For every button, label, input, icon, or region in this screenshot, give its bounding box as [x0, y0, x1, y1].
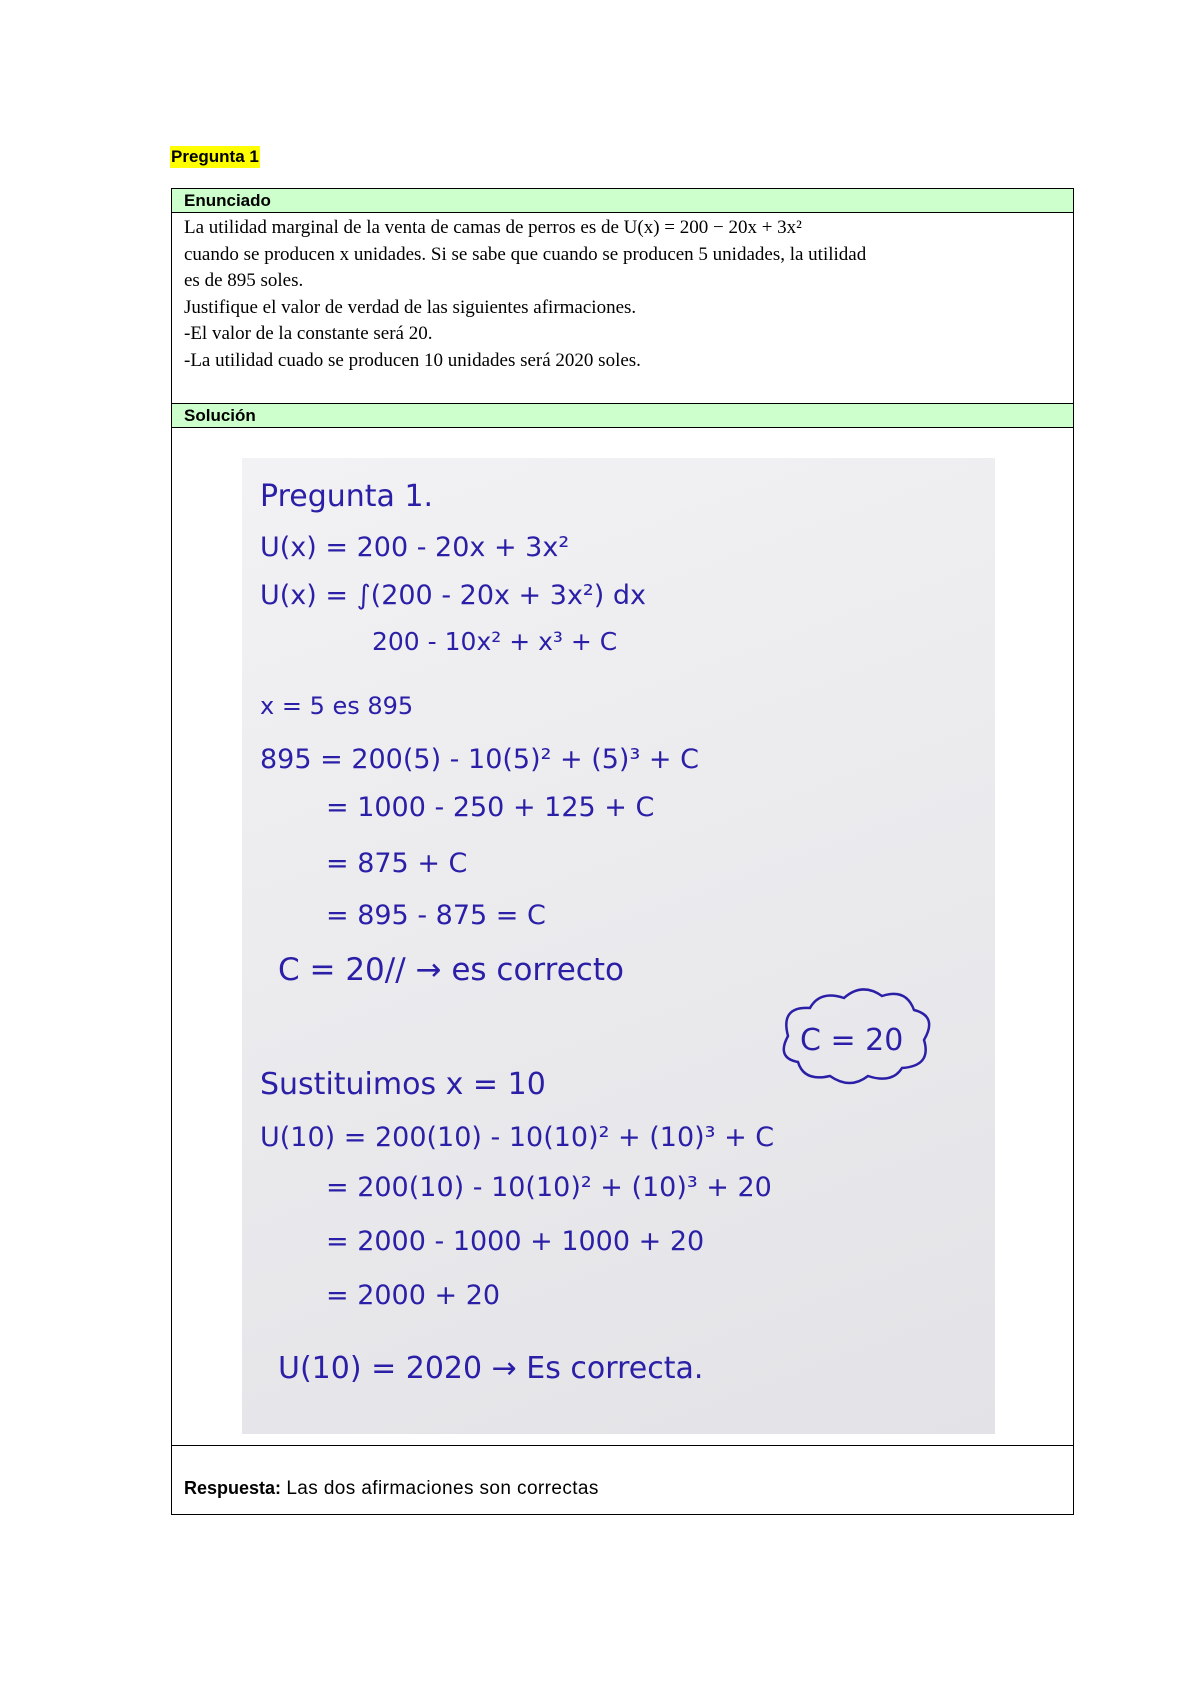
statement-body	[172, 213, 1074, 404]
question-table	[171, 188, 1074, 1515]
hw-line-step-2: = 875 + C	[326, 848, 468, 879]
hw-line-title: Pregunta 1.	[260, 479, 434, 514]
hw-line-constant-result: C = 20// → es correcto	[278, 952, 624, 988]
hw-line-derivative: U(x) = 200 - 20x + 3x²	[260, 532, 570, 563]
answer-line	[184, 1478, 599, 1500]
answer-cell	[172, 1446, 1074, 1515]
handwritten-solution-photo	[242, 458, 995, 1434]
question-title: Pregunta 1	[171, 147, 259, 166]
answer-value: Las dos afirmaciones son correctas	[286, 1478, 599, 1499]
hw-line-u10-step-3: = 2000 + 20	[326, 1280, 501, 1311]
hw-line-condition: x = 5 es 895	[260, 692, 414, 720]
hw-line-u10-step-1: = 200(10) - 10(10)² + (10)³ + 20	[326, 1172, 772, 1203]
hw-line-u10-step-2: = 2000 - 1000 + 1000 + 20	[326, 1226, 705, 1257]
statement-line-4: Justifique el valor de verdad de las siguientes afirmaciones.	[184, 296, 637, 318]
statement-line-1: La utilidad marginal de la venta de camas de perros es de U(x) = 200 − 20x + 3x²	[184, 217, 802, 238]
hw-line-antiderivative: 200 - 10x² + x³ + C	[372, 627, 618, 656]
handwriting-canvas	[242, 458, 995, 1434]
solution-cell	[172, 428, 1074, 1446]
hw-line-integral: U(x) = ∫(200 - 20x + 3x²) dx	[260, 580, 646, 611]
statement-line-3: es de 895 soles.	[184, 270, 304, 291]
statement-header: Enunciado	[172, 189, 1074, 213]
hw-line-substitution-5: 895 = 200(5) - 10(5)² + (5)³ + C	[260, 744, 699, 775]
solution-header: Solución	[172, 404, 1074, 428]
statement-line-6: -La utilidad cuado se producen 10 unidades será 2020 soles.	[184, 349, 641, 371]
marginal-utility-formula: U(x) = 200 − 20x + 3x²	[623, 217, 802, 238]
hw-line-step-1: = 1000 - 250 + 125 + C	[326, 792, 655, 823]
hw-line-u10: U(10) = 200(10) - 10(10)² + (10)³ + C	[260, 1122, 775, 1153]
hw-line-step-3: = 895 - 875 = C	[326, 900, 546, 931]
statement-line-2: cuando se producen x unidades. Si se sabe que cuando se producen 5 unidades, la utilidad	[184, 243, 867, 265]
hw-line-final: U(10) = 2020 → Es correcta.	[278, 1351, 704, 1386]
statement-line-5: -El valor de la constante será 20.	[184, 323, 433, 344]
answer-label: Respuesta:	[184, 1478, 282, 1498]
hw-line-substitute-10: Sustituimos x = 10	[260, 1067, 546, 1102]
hw-constant-circled: C = 20	[800, 1023, 904, 1058]
